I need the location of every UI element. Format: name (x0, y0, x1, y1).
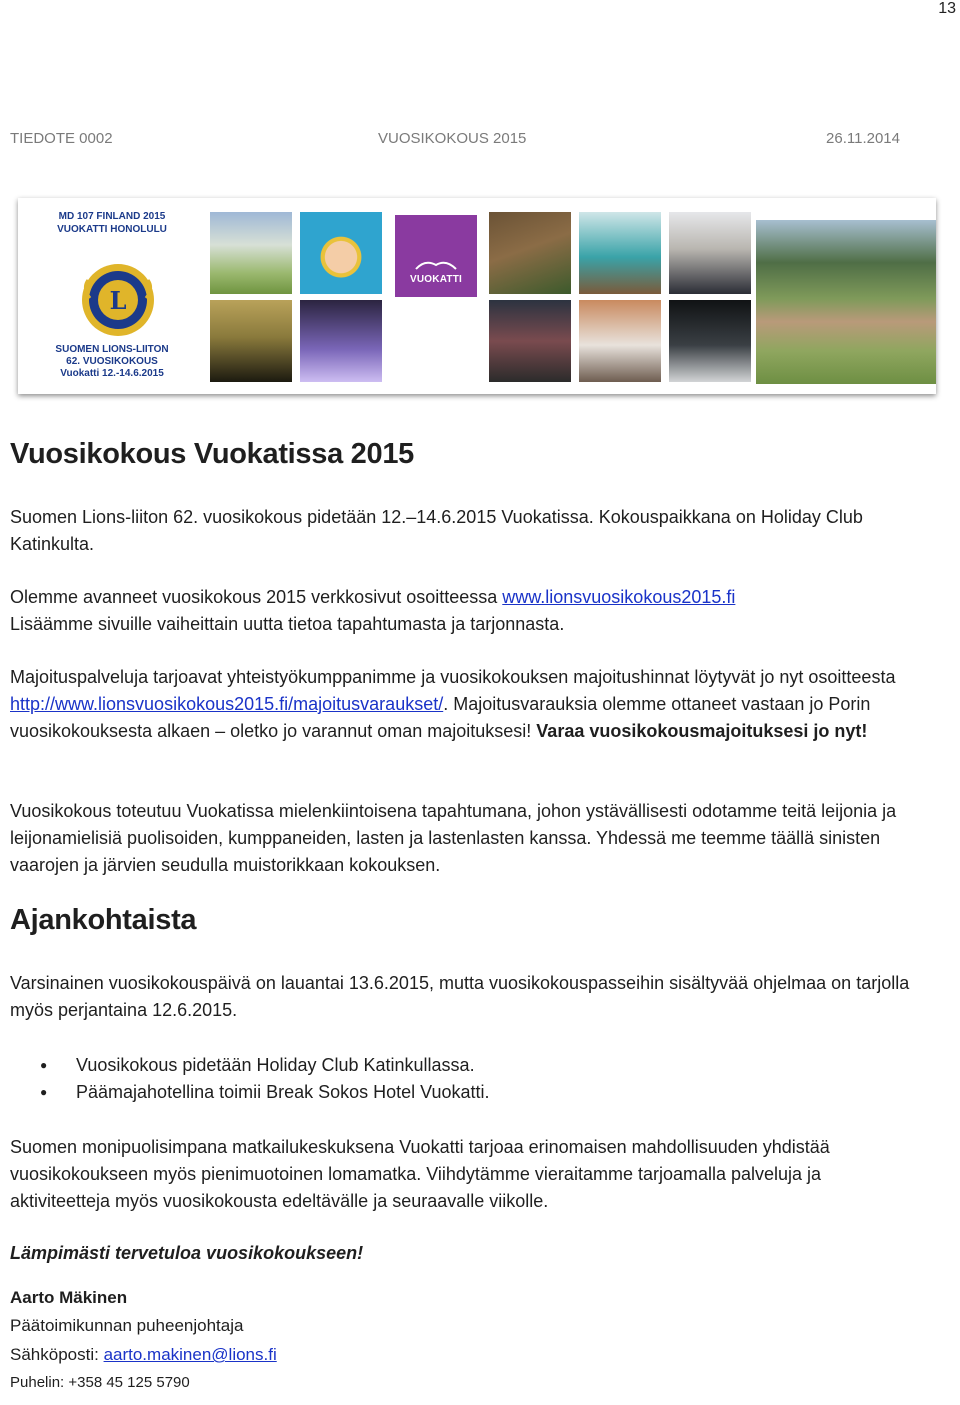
page-number: 13 (938, 0, 956, 17)
document-header (10, 130, 900, 150)
signature-email-link[interactable]: aarto.makinen@lions.fi (103, 1345, 277, 1364)
info-bullet-list (10, 1052, 910, 1106)
website-link[interactable]: www.lionsvuosikokous2015.fi (502, 587, 736, 607)
spa-photo (579, 212, 661, 294)
banner-bottom-text (18, 344, 206, 380)
tourism-paragraph: Suomen monipuolisimpana matkailukeskuksena Vuokatti tarjoaa erinomaisen mahdollisuuden yhdistää vuosikokoukseen myös pienimuotoinen lomamatka. Viihdytämme vieraitamme tarjoamalla palveluja ja aktiviteetteja myös vuosikokousta edeltävälle ja seuraavalle viikolle. (10, 1137, 830, 1211)
field-sunset-photo (210, 300, 292, 382)
signature-name: Aarto Mäkinen (10, 1288, 128, 1307)
bowling-photo (300, 300, 382, 382)
signature-email-label: Sähköposti: (10, 1345, 104, 1364)
event-paragraph: Vuosikokous toteutuu Vuokatissa mielenkiintoisena tapahtumana, johon ystävällisesti odotamme teitä leijonia ja leijonamielisiä puolisoiden, kumppaneiden, lasten ja lastenlasten kanssa. Yhdessä me teemme täällä sinisten vaarojen ja järvien seudulla muistorikkaan kokouksen. (10, 801, 897, 875)
aerial-resort-photo (756, 220, 936, 384)
banner-bottom-line-3: Vuokatti 12.-14.6.2015 (60, 368, 164, 379)
hotel-room-photo (579, 300, 661, 382)
event-banner (18, 198, 936, 394)
wildlife-photo (489, 212, 571, 294)
banner-top-text (18, 210, 206, 236)
golf-photo (210, 212, 292, 294)
rafting-photo (489, 300, 571, 382)
signature-role: Päätoimikunnan puheenjohtaja (10, 1316, 244, 1335)
closing-greeting: Lämpimästi tervetuloa vuosikokoukseen! (10, 1243, 364, 1263)
header-event: VUOSIKOKOUS 2015 (378, 130, 527, 147)
signature-email-line (10, 1345, 277, 1365)
banner-bottom-line-2: 62. VUOSIKOKOUS (66, 356, 158, 367)
header-bulletin-id: TIEDOTE 0002 (10, 130, 113, 147)
banner-top-line-2: VUOKATTI HONOLULU (57, 224, 167, 235)
banner-top-line-1: MD 107 FINLAND 2015 (58, 211, 166, 222)
website-text-2: Lisäämme sivuille vaiheittain uutta tietoa tapahtumasta ja tarjonnasta. (10, 614, 565, 634)
section-title: Ajankohtaista (10, 904, 197, 936)
accommodation-cta: Varaa vuosikokousmajoituksesi jo nyt! (536, 721, 868, 741)
accommodation-text-2: . Majoitusvarauksia olemme ottaneet vastaan jo Porin vuosikokouksesta alkaen – oletko jo varannut oman majoituksesi! (10, 694, 871, 741)
article-title: Vuosikokous Vuokatissa 2015 (10, 438, 414, 470)
header-date: 26.11.2014 (826, 130, 900, 147)
swimmer-photo (300, 212, 382, 294)
list-item: ● Vuosikokous pidetään Holiday Club Katinkullassa. (10, 1052, 910, 1079)
business-people-photo (669, 212, 751, 294)
vuokatti-hills-icon (415, 258, 457, 270)
lions-logo-icon (80, 262, 156, 338)
banner-logo-panel (18, 198, 206, 394)
website-text: Olemme avanneet vuosikokous 2015 verkkosivut osoitteessa (10, 587, 503, 607)
list-item: ● Päämajahotellina toimii Break Sokos Hotel Vuokatti. (10, 1079, 910, 1106)
accommodation-link[interactable]: http://www.lionsvuosikokous2015.fi/majoitusvaraukset/ (10, 694, 444, 714)
website-paragraph (10, 584, 910, 638)
accommodation-paragraph (10, 664, 910, 745)
banner-bottom-line-1: SUOMEN LIONS-LIITON (55, 344, 169, 355)
accommodation-text: Majoituspalveluja tarjoavat yhteistyökumppanimme ja vuosikokouksen majoitushinnat löytyvät jo nyt osoitteesta (10, 667, 896, 687)
intro-paragraph: Suomen Lions-liiton 62. vuosikokous pidetään 12.–14.6.2015 Vuokatissa. Kokouspaikkana on Holiday Club Katinkulta. (10, 507, 863, 554)
svg-text:L: L (109, 286, 127, 315)
restaurant-photo (669, 300, 751, 382)
signature-phone: Puhelin: +358 45 125 5790 (10, 1374, 190, 1391)
schedule-paragraph: Varsinainen vuosikokouspäivä on lauantai 13.6.2015, mutta vuosikokouspasseihin sisältyvää ohjelmaa on tarjolla myös perjantaina 12.6.2015. (10, 973, 910, 1020)
vuokatti-logo-text: VUOKATTI (410, 274, 462, 285)
